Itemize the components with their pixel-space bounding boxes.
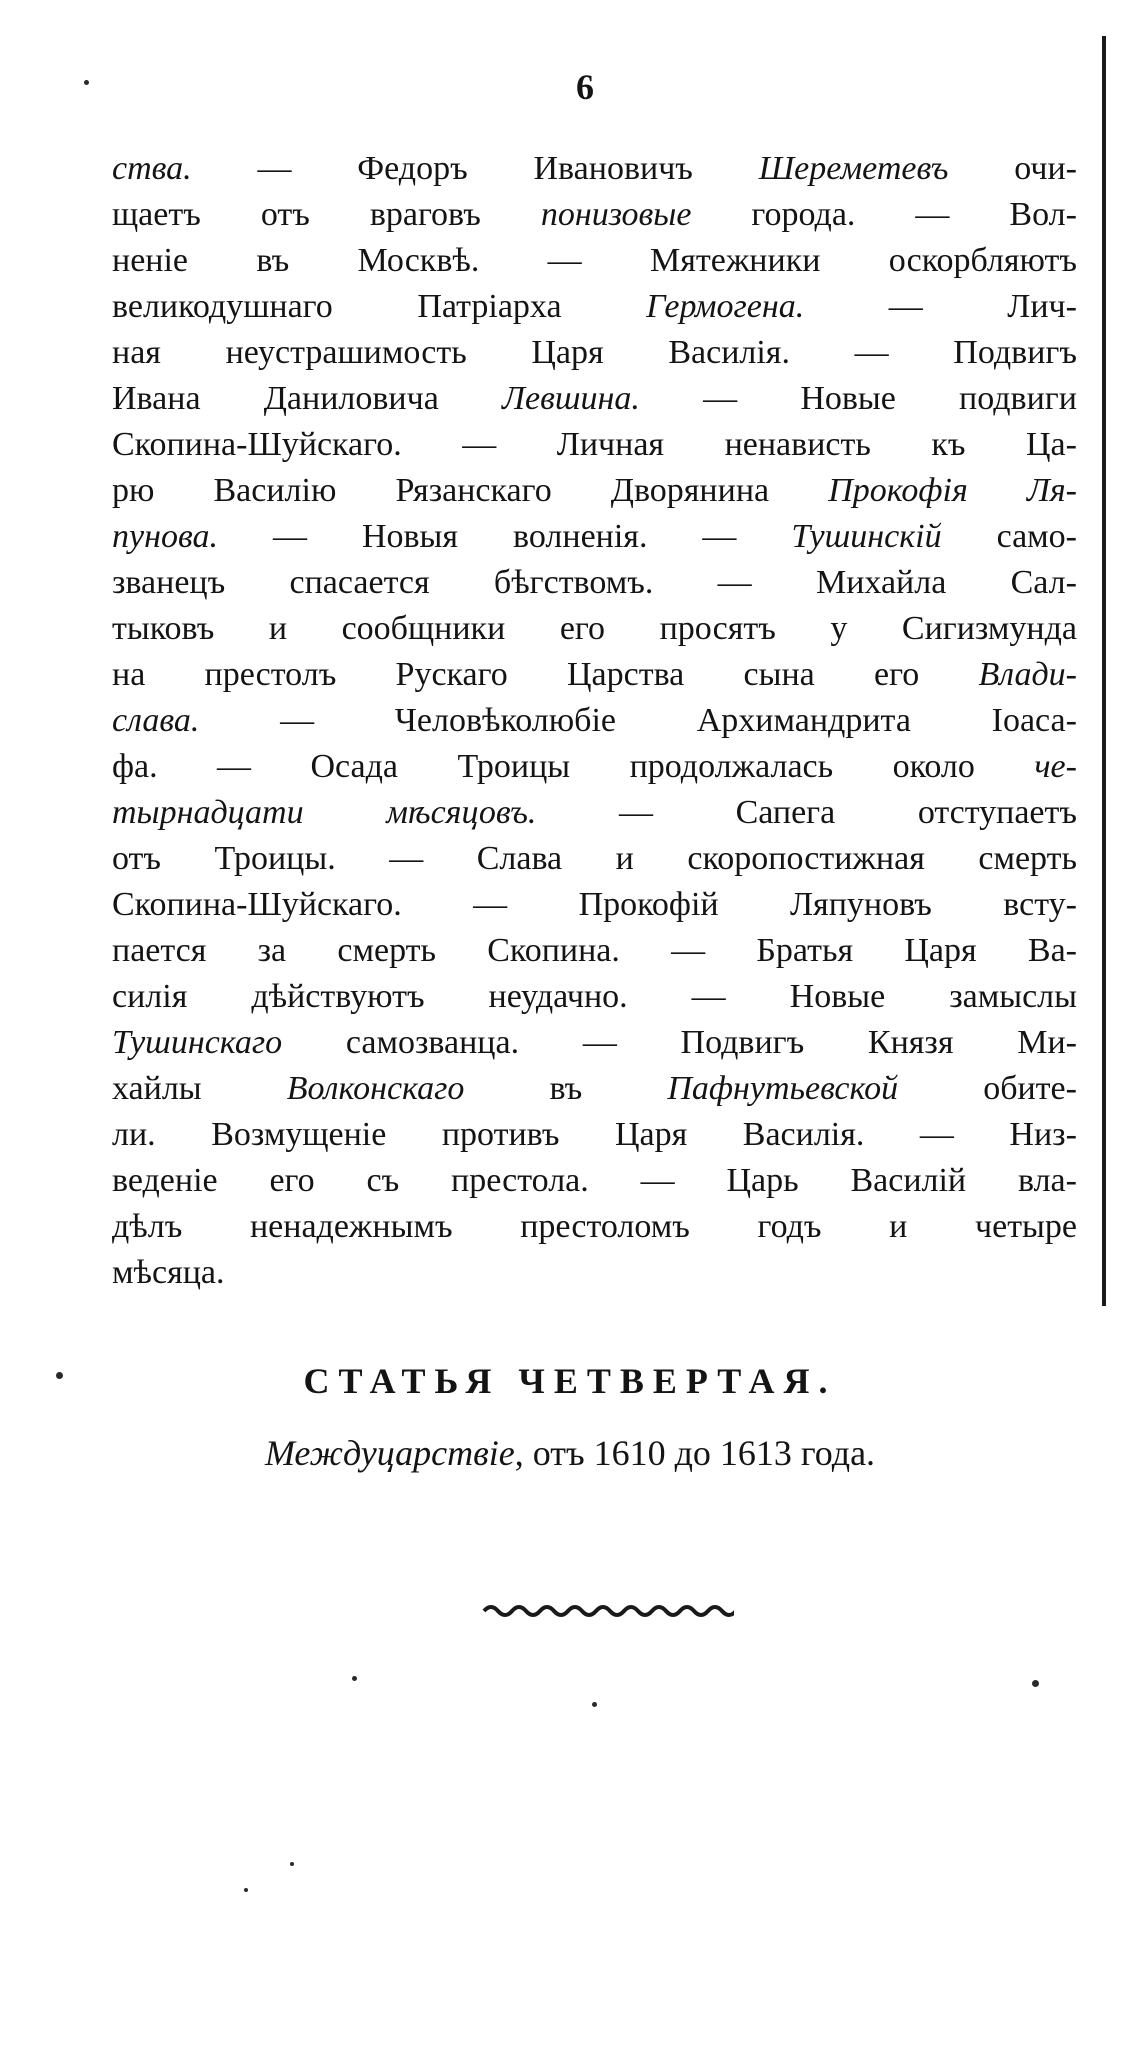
word: Князя <box>867 1024 954 1061</box>
word: — <box>582 1024 617 1061</box>
word: Прокофія <box>828 472 968 509</box>
word: Царя <box>904 932 977 969</box>
word: обите- <box>983 1070 1077 1107</box>
word: Троицы <box>457 748 571 785</box>
word: Вол- <box>1009 196 1077 233</box>
word: Прокофій <box>578 886 719 923</box>
word: города. <box>751 196 856 233</box>
word: отступаетъ <box>917 794 1077 831</box>
word: хайлы <box>112 1070 202 1107</box>
word: Ивана <box>112 380 201 417</box>
word: пунова. <box>112 518 218 555</box>
word: фа. <box>112 748 158 785</box>
word: че- <box>1034 748 1077 785</box>
word: щаетъ <box>112 196 201 233</box>
word: около <box>892 748 975 785</box>
scan-speck <box>84 80 89 85</box>
word: Василія. <box>668 334 790 371</box>
text-line <box>112 606 1077 652</box>
section-subtitle <box>0 1432 1140 1474</box>
word: въ <box>549 1070 583 1107</box>
word: сына <box>743 656 815 693</box>
word: Царя <box>614 1116 688 1153</box>
word: Низ- <box>1009 1116 1077 1153</box>
word: — <box>547 242 582 279</box>
word: на <box>112 656 146 693</box>
scan-speck <box>290 1862 294 1866</box>
section-title: СТАТЬЯ ЧЕТВЕРТАЯ. <box>303 1361 837 1401</box>
word: Сал- <box>1010 564 1077 601</box>
word: за <box>257 932 287 969</box>
word: престоломъ <box>520 1208 690 1245</box>
word: смерть <box>978 840 1077 877</box>
page-number: 6 <box>576 67 594 107</box>
word: спасается <box>289 564 430 601</box>
word: Гермогена. <box>646 288 805 325</box>
word: званецъ <box>112 564 226 601</box>
subtitle-period-name: Междуцарствіе <box>264 1433 515 1473</box>
word: Тушинскій <box>791 518 942 555</box>
word: неудачно. <box>488 978 628 1015</box>
word: слава. <box>112 702 200 739</box>
word: — <box>473 886 508 923</box>
word: сообщники <box>341 610 506 647</box>
word: — <box>671 932 706 969</box>
text-line <box>112 1020 1077 1066</box>
word: и <box>268 610 288 647</box>
word: Скопина-Шуйскаго. <box>112 886 402 923</box>
word: Троицы. <box>214 840 336 877</box>
word: Мятежники <box>650 242 821 279</box>
word: Ва- <box>1027 932 1077 969</box>
word: Ца- <box>1026 426 1077 463</box>
word: враговъ <box>369 196 481 233</box>
word: Шереметевъ <box>758 150 949 187</box>
word: волненія. <box>513 518 648 555</box>
text-line <box>112 422 1077 468</box>
word: пается <box>112 932 207 969</box>
word: ная <box>112 334 161 371</box>
word: — <box>462 426 497 463</box>
text-line <box>112 330 1077 376</box>
text-line <box>112 698 1077 744</box>
word: оскорбляютъ <box>888 242 1077 279</box>
text-line <box>112 560 1077 606</box>
word: — <box>888 288 923 325</box>
word: Даниловича <box>263 380 439 417</box>
word: — <box>257 150 292 187</box>
word: бѣгствомъ. <box>493 564 654 601</box>
word: Михайла <box>815 564 947 601</box>
text-line <box>112 192 1077 238</box>
word: Федоръ <box>357 150 468 187</box>
ornament-divider <box>482 1602 734 1620</box>
word: продолжалась <box>629 748 834 785</box>
word: Василій <box>850 1162 967 1199</box>
text-line <box>112 376 1077 422</box>
word: къ <box>931 426 966 463</box>
word: Ляпуновъ <box>790 886 932 923</box>
word: всту- <box>1003 886 1077 923</box>
word: отъ <box>112 840 161 877</box>
text-line <box>112 836 1077 882</box>
word: и <box>889 1208 908 1245</box>
word: противъ <box>441 1116 560 1153</box>
word: Слава <box>476 840 563 877</box>
word: — <box>854 334 889 371</box>
word: престола. <box>451 1162 589 1199</box>
text-line <box>112 468 1077 514</box>
word: — <box>717 564 752 601</box>
word: великодушнаго <box>112 288 333 325</box>
word: рю <box>112 472 155 509</box>
word: Сигизмунда <box>901 610 1077 647</box>
word: веденіе <box>112 1162 218 1199</box>
word: Подвигъ <box>680 1024 805 1061</box>
word: — <box>691 978 726 1015</box>
word: — <box>217 748 252 785</box>
scan-speck <box>56 1372 63 1379</box>
word: силія <box>112 978 188 1015</box>
word: Возмущеніе <box>211 1116 387 1153</box>
page-edge-rule <box>1102 36 1106 1306</box>
word: Царь <box>726 1162 799 1199</box>
word: Патріарха <box>417 288 562 325</box>
word: само- <box>996 518 1077 555</box>
text-line <box>112 1158 1077 1204</box>
word: понизовые <box>540 196 692 233</box>
word: — <box>915 196 950 233</box>
text-line <box>112 1066 1077 1112</box>
word: Лич- <box>1007 288 1077 325</box>
scan-speck <box>592 1702 597 1707</box>
word: Левшина. <box>502 380 640 417</box>
word: Братья <box>756 932 854 969</box>
word: просятъ <box>659 610 776 647</box>
word: Волконскаго <box>286 1070 465 1107</box>
word: ненависть <box>724 426 871 463</box>
word: — <box>702 518 737 555</box>
word: Дворянина <box>610 472 770 509</box>
subtitle-dates: , отъ 1610 до 1613 года. <box>514 1433 876 1473</box>
scan-speck <box>244 1888 248 1892</box>
word: мѣсяцовъ. <box>386 794 537 831</box>
text-line <box>112 974 1077 1020</box>
word: тыковъ <box>112 610 215 647</box>
word: скоропостижная <box>687 840 925 877</box>
word: Осада <box>310 748 399 785</box>
word: Рязанскаго <box>395 472 552 509</box>
text-line <box>112 882 1077 928</box>
word: ли. <box>112 1116 156 1153</box>
text-line <box>112 146 1077 192</box>
word: Скопина. <box>487 932 620 969</box>
text-line <box>112 284 1077 330</box>
word: Новые <box>789 978 886 1015</box>
scan-speck <box>352 1676 357 1681</box>
word: у <box>830 610 848 647</box>
word: Архимандрита <box>696 702 911 739</box>
word: подвиги <box>959 380 1077 417</box>
text-line <box>112 514 1077 560</box>
word: дѣлъ <box>112 1208 183 1245</box>
word: дѣйствуютъ <box>251 978 425 1015</box>
word: — <box>919 1116 954 1153</box>
word: Ля- <box>1026 472 1077 509</box>
word: Новые <box>800 380 896 417</box>
word: неніе <box>112 242 189 279</box>
word: Ивановичъ <box>533 150 693 187</box>
word: — <box>272 518 307 555</box>
word: годъ <box>757 1208 822 1245</box>
word: Москвѣ. <box>357 242 480 279</box>
word: Влади- <box>978 656 1077 693</box>
word: ства. <box>112 150 192 187</box>
word: — <box>703 380 738 417</box>
word: Іоаса- <box>991 702 1077 739</box>
word: Ми- <box>1017 1024 1077 1061</box>
word: Царства <box>566 656 685 693</box>
text-line <box>112 1112 1077 1158</box>
word: Новыя <box>361 518 459 555</box>
word: его <box>874 656 920 693</box>
word: Василія. <box>742 1116 865 1153</box>
word: Сапега <box>735 794 836 831</box>
word: Подвигъ <box>953 334 1077 371</box>
text-line <box>112 928 1077 974</box>
word: четыре <box>975 1208 1077 1245</box>
word: мѣсяца. <box>112 1254 225 1291</box>
word: — <box>389 840 424 877</box>
text-line <box>112 790 1077 836</box>
word: Скопина-Шуйскаго. <box>112 426 402 463</box>
word: съ <box>366 1162 400 1199</box>
word: и <box>615 840 634 877</box>
word: — <box>280 702 315 739</box>
word: Человѣколюбіе <box>394 702 617 739</box>
word: тырнадцати <box>112 794 304 831</box>
word: Царя <box>531 334 604 371</box>
word: замыслы <box>949 978 1077 1015</box>
word: его <box>559 610 606 647</box>
word: самозванца. <box>345 1024 520 1061</box>
word: Пафнутьевской <box>667 1070 899 1107</box>
text-line <box>112 1250 1077 1296</box>
word: престолъ <box>204 656 337 693</box>
word: — <box>618 794 653 831</box>
word: очи- <box>1014 150 1077 187</box>
scan-speck <box>1032 1680 1039 1687</box>
word: смерть <box>337 932 437 969</box>
word: — <box>640 1162 675 1199</box>
word: его <box>269 1162 315 1199</box>
text-line <box>112 1204 1077 1250</box>
word: Тушинскаго <box>112 1024 283 1061</box>
text-line <box>112 744 1077 790</box>
word: Рускаго <box>395 656 508 693</box>
word: ненадежнымъ <box>249 1208 453 1245</box>
chapter-summary-text <box>112 146 1077 1296</box>
word: отъ <box>260 196 310 233</box>
word: вла- <box>1017 1162 1077 1199</box>
word: неустрашимость <box>225 334 467 371</box>
word: Личная <box>556 426 665 463</box>
word: Василію <box>213 472 337 509</box>
text-line <box>112 652 1077 698</box>
word: въ <box>256 242 290 279</box>
text-line <box>112 238 1077 284</box>
